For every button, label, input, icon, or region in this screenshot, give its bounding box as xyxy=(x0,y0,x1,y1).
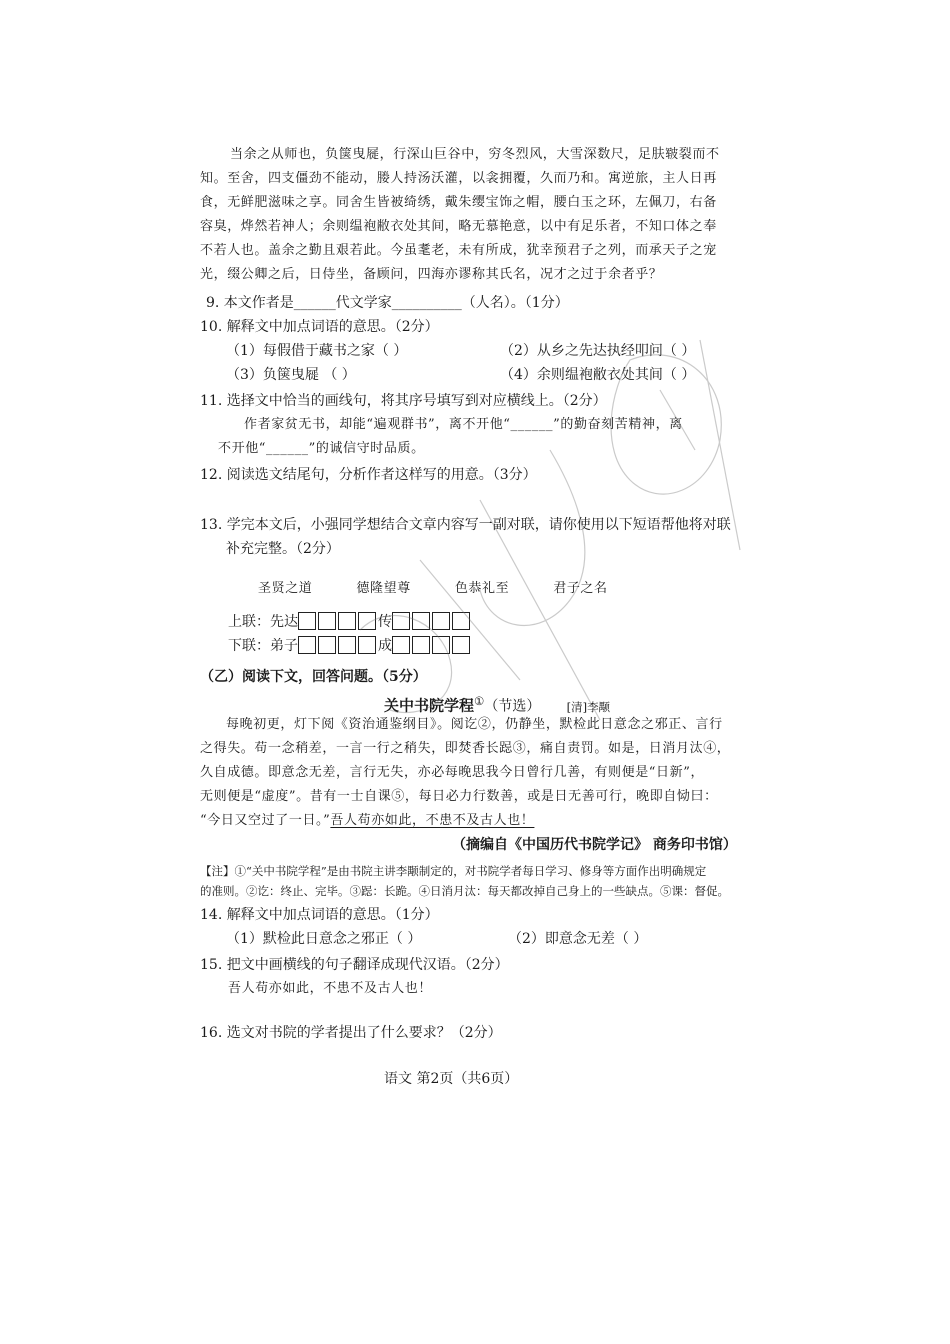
couplet-lower-label: 下联：弟子 xyxy=(228,638,298,654)
question-13-stem-2: 补充完整。（2分） xyxy=(226,541,340,557)
question-10-item-3: （3）负箧曳屣 （ ） xyxy=(226,367,356,383)
passage-line: 之得失。苟一念稍差，一言一行之稍失，即焚香长跽③，痛自责罚。如是，日消月汰④， xyxy=(200,741,731,756)
section-yi-heading: （乙）阅读下文，回答问题。（5分） xyxy=(200,669,427,685)
passage-yi-title-row xyxy=(384,692,610,716)
question-14-item-2: （2）即意念无差（ ） xyxy=(508,931,648,947)
passage-line: 光，缀公卿之后，日侍坐，备顾问，四海亦谬称其氏名，况才之过于余者乎？ xyxy=(200,267,663,282)
couplet-upper-mid: 传 xyxy=(378,614,392,630)
question-11-line-1: 作者家贫无书，却能“遍观群书”，离不开他“______”的勤奋刻苦精神，离 xyxy=(244,417,683,432)
question-14-item-1: （1）默检此日意念之邪正（ ） xyxy=(226,931,422,947)
question-10-stem: 10. 解释文中加点词语的意思。（2分） xyxy=(200,319,439,335)
couplet-upper-label: 上联：先达 xyxy=(228,614,298,630)
question-14-stem: 14. 解释文中加点词语的意思。（1分） xyxy=(200,907,439,923)
answer-box[interactable] xyxy=(392,612,410,630)
question-16: 16. 选文对书院的学者提出了什么要求？（2分） xyxy=(200,1025,502,1041)
page-footer: 语文 第2页（共6页） xyxy=(384,1071,519,1087)
answer-box[interactable] xyxy=(452,636,470,654)
answer-box[interactable] xyxy=(432,636,450,654)
passage-source: （摘编自《中国历代书院学记》 商务印书馆） xyxy=(452,837,737,853)
answer-box[interactable] xyxy=(432,612,450,630)
footnote-line-1: 【注】①“关中书院学程”是由书院主讲李颙制定的，对书院学者每日学习、修身等方面作出明确规定 xyxy=(200,864,707,878)
answer-box[interactable] xyxy=(358,636,376,654)
passage-yi-author: [清]李颙 xyxy=(566,699,611,714)
passage-line: 当余之从师也，负箧曳屣，行深山巨谷中，穷冬烈风，大雪深数尺，足肤皲裂而不 xyxy=(230,147,720,162)
passage-line-last xyxy=(200,812,534,830)
couplet-upper xyxy=(228,612,472,631)
question-10-item-4: （4）余则缊袍敝衣处其间（ ） xyxy=(500,367,696,383)
phrase-option: 圣贤之道 xyxy=(258,581,313,596)
answer-box[interactable] xyxy=(318,612,336,630)
passage-yi-title-suffix: （节选） xyxy=(484,698,541,715)
question-10-item-2: （2）从乡之先达执经叩问（ ） xyxy=(500,343,696,359)
question-10-item-1: （1）每假借于藏书之家（ ） xyxy=(226,343,408,359)
question-11-line-2: 不开他“______”的诚信守时品质。 xyxy=(218,441,425,456)
passage-line: 每晚初更，灯下阅《资治通鉴纲目》。阅讫②，仍静坐，默检此日意念之邪正、言行 xyxy=(226,717,723,732)
passage-line: 久自成德。即意念无差，言行无失，亦必每晚思我今日曾行几善，有则便是“日新”， xyxy=(200,765,705,780)
passage-line: “今日又空过了一日。” xyxy=(200,813,331,828)
couplet-lower xyxy=(228,636,472,655)
passage-line: 食，无鲜肥滋味之享。同舍生皆被绮绣，戴朱缨宝饰之帽，腰白玉之环，左佩刀，右备 xyxy=(200,195,717,210)
answer-box[interactable] xyxy=(298,636,316,654)
question-12: 12. 阅读选文结尾句，分析作者这样写的用意。（3分） xyxy=(200,467,537,483)
passage-line: 不若人也。盖余之勤且艰若此。今虽耄老，未有所成，犹幸预君子之列，而承天子之宠 xyxy=(200,243,717,258)
answer-box[interactable] xyxy=(452,612,470,630)
phrase-option: 德隆望尊 xyxy=(356,581,411,596)
answer-box[interactable] xyxy=(358,612,376,630)
answer-box[interactable] xyxy=(338,636,356,654)
title-footnote-mark: ① xyxy=(474,694,485,708)
answer-box[interactable] xyxy=(392,636,410,654)
question-11-stem: 11. 选择文中恰当的画线句，将其序号填写到对应横线上。（2分） xyxy=(200,393,607,409)
question-15-stem: 15. 把文中画横线的句子翻译成现代汉语。（2分） xyxy=(200,957,509,973)
phrase-option: 色恭礼至 xyxy=(454,581,510,596)
answer-box[interactable] xyxy=(338,612,356,630)
passage-line: 知。至舍，四支僵劲不能动，媵人持汤沃灌，以衾拥覆，久而乃和。寓逆旅，主人日再 xyxy=(200,171,717,186)
underlined-sentence: 吾人苟亦如此，不患不及古人也！ xyxy=(330,813,535,828)
answer-box[interactable] xyxy=(318,636,336,654)
passage-line: 无则便是“虚度”。昔有一士自课⑤，每日必力行数善，或是日无善可行，晚即自恸曰： xyxy=(200,789,718,804)
footnote-line-2: 的准则。②讫：终止、完毕。③跽：长跪。④日消月汰：每天都改掉自己身上的一些缺点。⑤课：督促。 xyxy=(200,884,729,898)
answer-box[interactable] xyxy=(412,636,430,654)
question-13-stem-1: 13. 学完本文后，小强同学想结合文章内容写一副对联，请你使用以下短语帮他将对联 xyxy=(200,517,731,533)
phrase-options xyxy=(258,580,652,598)
answer-box[interactable] xyxy=(412,612,430,630)
phrase-option: 君子之名 xyxy=(553,581,608,596)
answer-box[interactable] xyxy=(298,612,316,630)
question-9: 9. 本文作者是______代文学家__________（人名）。（1分） xyxy=(206,295,569,311)
couplet-lower-mid: 成 xyxy=(378,638,392,654)
question-15-sentence: 吾人苟亦如此，不患不及古人也！ xyxy=(228,981,433,996)
passage-yi-title: 关中书院学程 xyxy=(384,696,475,715)
passage-line: 容臭，烨然若神人；余则缊袍敝衣处其间，略无慕艳意，以中有足乐者，不知口体之奉 xyxy=(200,219,717,234)
